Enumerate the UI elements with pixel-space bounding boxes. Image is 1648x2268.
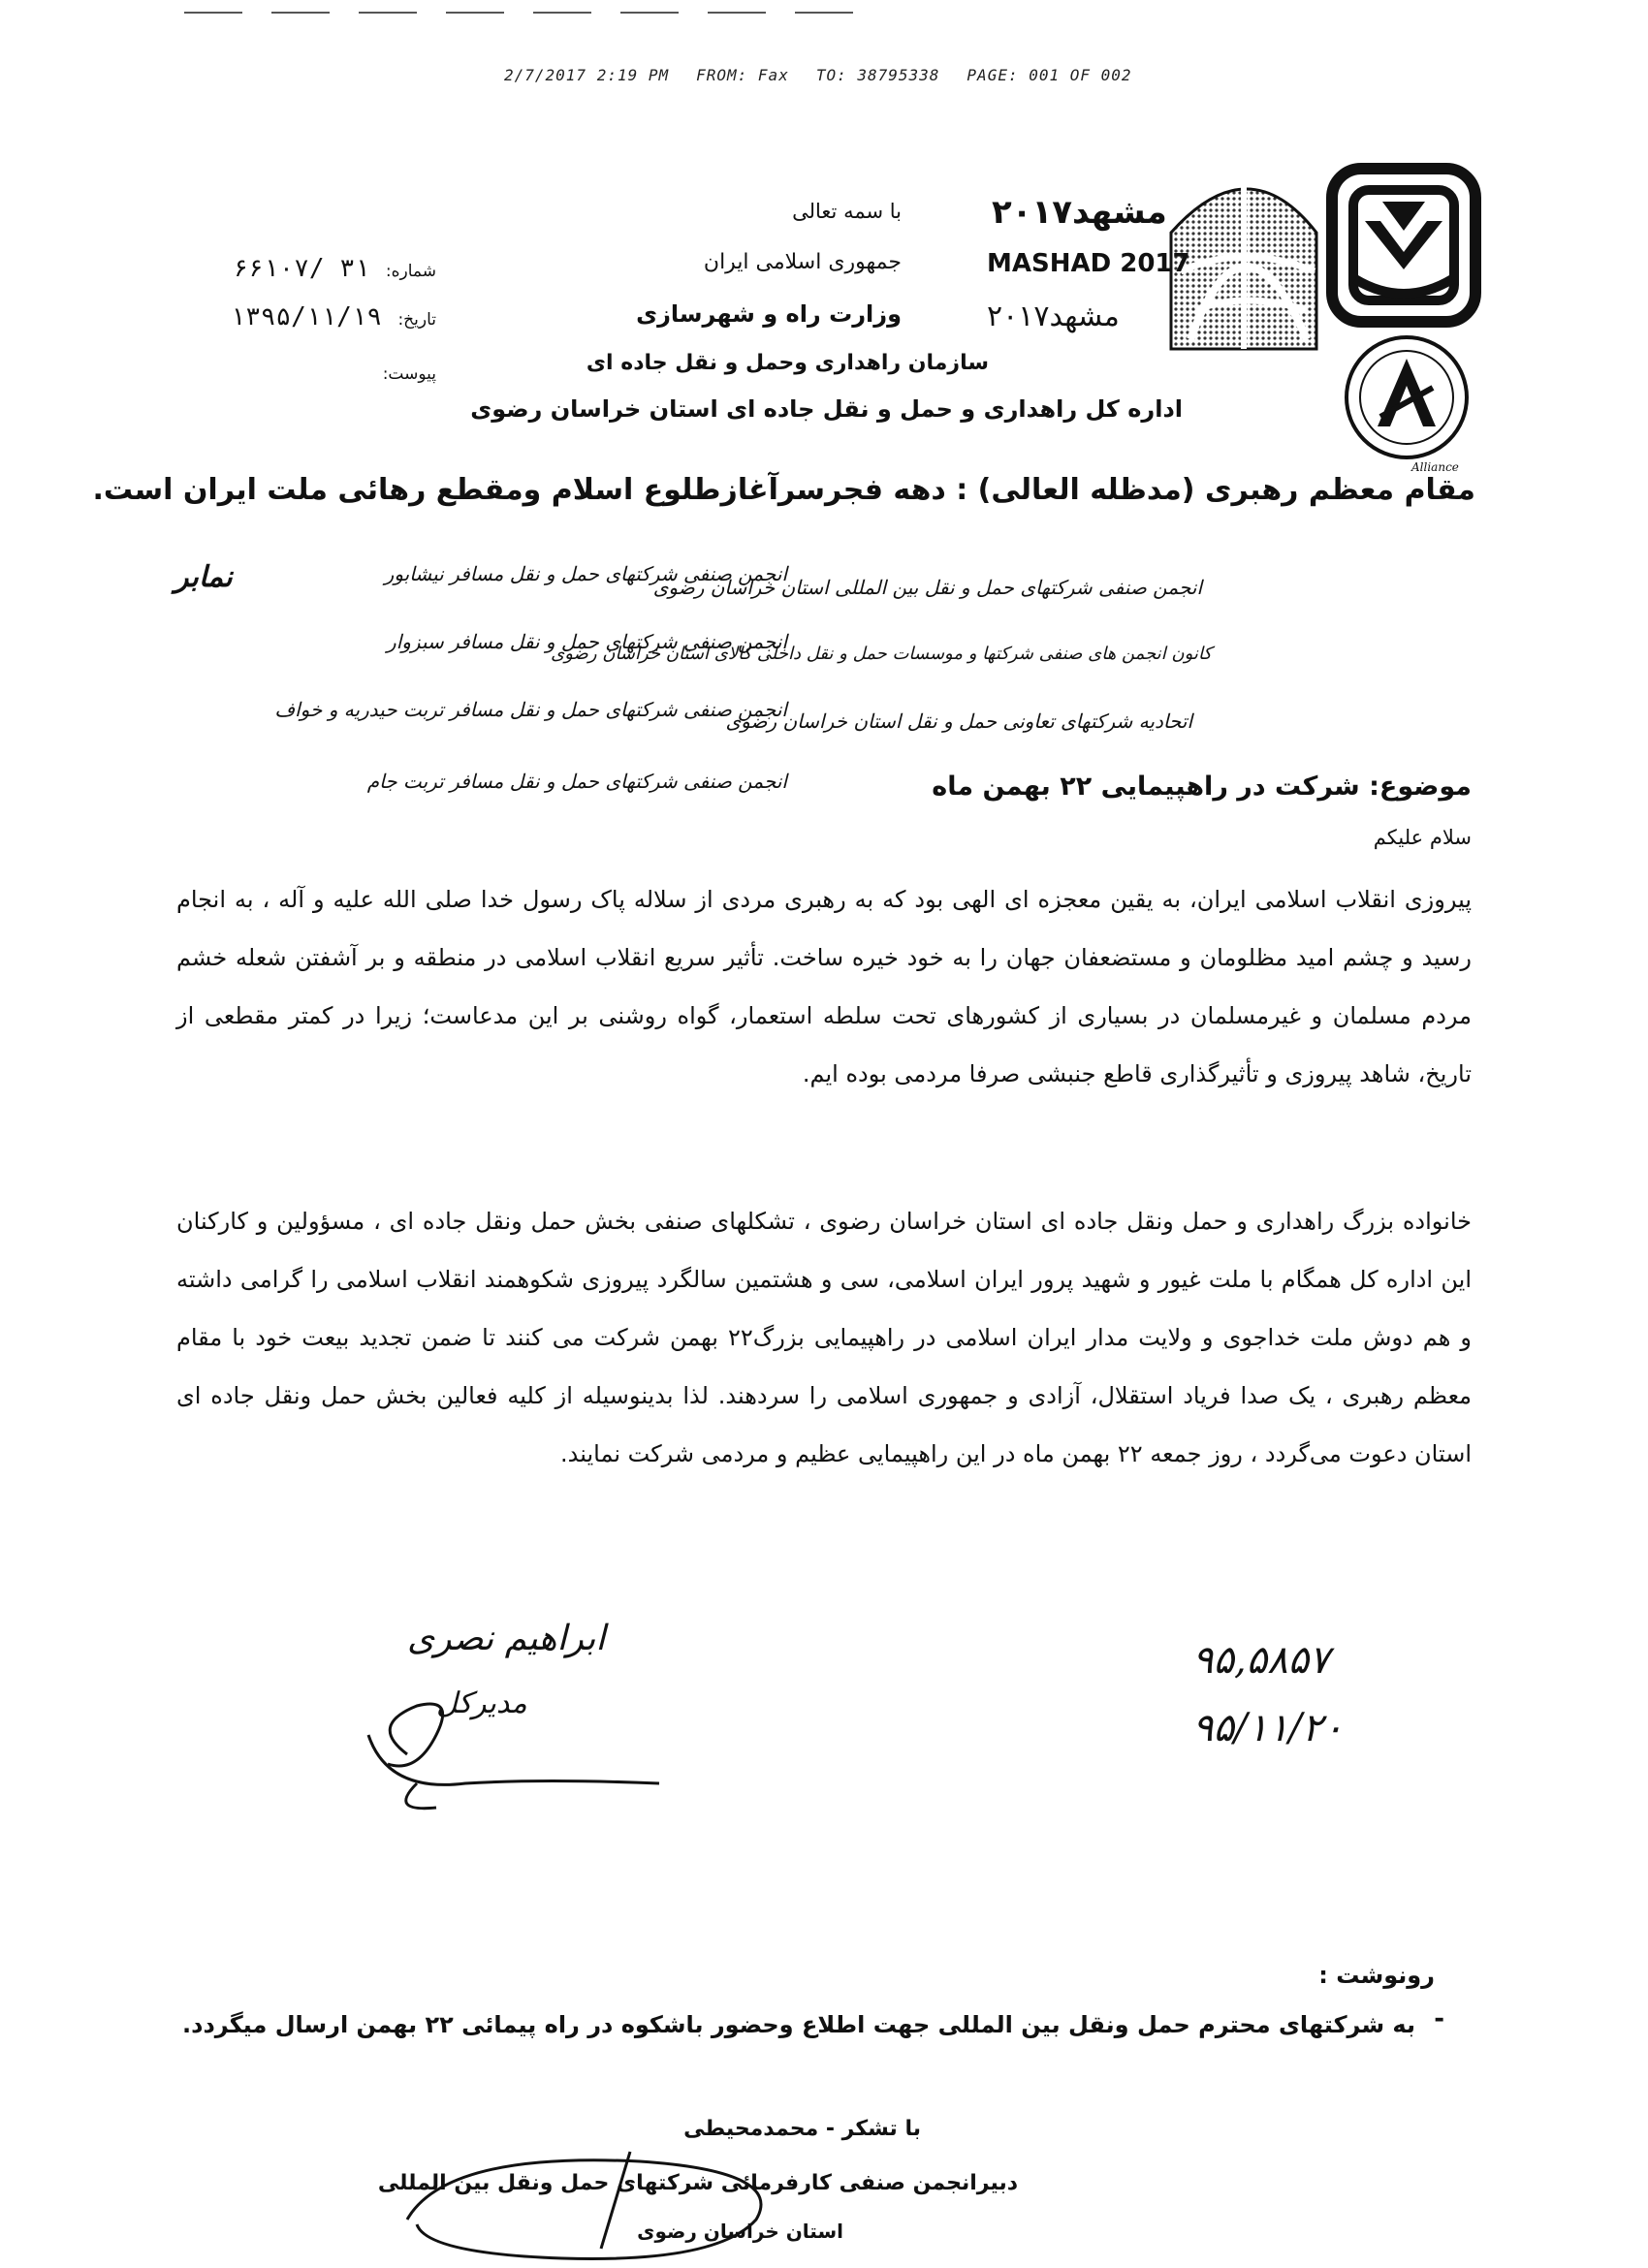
handwritten-ref-number: ۹۵,۵۸۵۷	[1192, 1638, 1330, 1683]
fax-copy-mark: نمابر	[174, 560, 233, 594]
department-title: اداره کل راهداری و حمل و نقل جاده ای استان خراسان رضوی	[470, 395, 1183, 423]
number-label: شماره:	[385, 262, 436, 281]
mashhad-2017-logo	[987, 155, 1326, 368]
ministry-logo	[1326, 163, 1481, 328]
cc-sender-province: استان خراسان رضوی	[637, 2220, 843, 2243]
recipient-right-1: انجمن صنفی شرکتهای حمل و نقل بین المللی استان خراسان رضوی	[652, 576, 1202, 599]
cc-bullet: -	[1434, 2004, 1444, 2033]
fax-from: FROM: Fax	[696, 66, 789, 84]
fax-page-count: PAGE: 001 OF 002	[967, 66, 1132, 84]
cc-sender-title: دبیرانجمن صنفی کارفرمائی شرکتهای حمل ونقل بین المللی	[377, 2171, 1018, 2195]
ministry-title: وزارت راه و شهرسازی	[636, 300, 902, 328]
cc-label: رونوشت :	[1318, 1962, 1435, 1989]
top-dashed-rule	[184, 12, 863, 14]
mashhad-logo-text-bottom: مشهد۲۰۱۷	[987, 299, 1120, 333]
republic-title: جمهوری اسلامی ایران	[703, 250, 902, 274]
invocation: با سمه تعالی	[792, 200, 902, 223]
alliance-logo	[1334, 330, 1479, 475]
mashhad-logo-text-mid: MASHAD 2017	[987, 249, 1190, 278]
alliance-text: Alliance	[1411, 460, 1459, 474]
fax-datetime: 2/7/2017 2:19 PM	[504, 66, 670, 84]
body-paragraph-2: خانواده بزرگ راهداری و حمل ونقل جاده ای استان خراسان رضوی ، تشکلهای صنفی بخش حمل ونقل جاده ای ، مسؤولین و کارکنان این اداره کل همگام با ملت غیور و شهید پرور ایران اسلامی، سی و هشتمین سالگرد پیروزی شکوهمند انقلاب اسلامی را گرامی داشته و هم دوش ملت خداجوی و ولایت مدار ایران اسلامی در راهپیمایی بزرگ۲۲ بهمن شرکت می کنند تا ضمن تجدید بیعت خود با مقام معظم رهبری ، یک صدا فریاد استقلال، آزادی و جمهوری اسلامی را سردهند. لذا بدینوسیله از کلیه فعالین بخش حمل ونقل جاده ای استان دعوت می‌گردد ، روز جمعه ۲۲ بهمن ماه در این راهپیمایی عظیم و مردمی شرکت نمایند.	[176, 1208, 1473, 1467]
handwritten-ref-date: ۹۵/۱۱/۲۰	[1192, 1706, 1344, 1750]
date-value: ۱۳۹۵/۱۱/۱۹	[230, 302, 383, 331]
subject-line: موضوع: شرکت در راهپیمایی ۲۲ بهمن ماه	[932, 772, 1472, 802]
greeting: سلام علیکم	[1373, 826, 1472, 849]
cc-signature-scribble	[388, 2142, 795, 2268]
number-value: ۳۱ /۶۶۱۰۷	[233, 254, 370, 283]
recipient-right-3: اتحادیه شرکتهای تعاونی حمل و نقل استان خراسان رضوی	[725, 709, 1192, 733]
cc-body: به شرکتهای محترم حمل ونقل بین المللی جهت اطلاع وحضور باشکوه در راه پیمائی ۲۲ بهمن ارسال میگردد.	[182, 2011, 1415, 2038]
recipient-left-4: انجمن صنفی شرکتهای حمل و نقل مسافر تربت جام	[366, 770, 787, 793]
recipient-left-2: انجمن صنفی شرکتهای حمل و نقل مسافر سبزوار	[387, 630, 787, 653]
leader-quote-banner: مقام معظم رهبری (مدظله العالی) : دهه فجرسرآغازطلوع اسلام ومقطع رهائی ملت ایران است.	[92, 473, 1475, 507]
recipient-left-1: انجمن صنفی شرکتهای حمل و نقل مسافر نیشابور	[384, 562, 787, 585]
attachment-label: پیوست:	[382, 364, 436, 384]
letter-date	[231, 302, 436, 331]
fax-to: TO: 38795338	[815, 66, 940, 84]
signatory-title: مدیرکل	[436, 1686, 527, 1720]
recipient-left-3: انجمن صنفی شرکتهای حمل و نقل مسافر تربت حیدریه و خواف	[274, 698, 787, 721]
organization-title: سازمان راهداری وحمل و نقل جاده ای	[586, 351, 989, 375]
recipient-right-2: کانون انجمن های صنفی شرکتها و موسسات حمل و نقل داخلی کالای استان خراسان رضوی	[551, 644, 1212, 664]
cc-sender-thanks: با تشکر - محمدمحیطی	[683, 2117, 921, 2141]
letter-attachment	[373, 361, 436, 384]
mashhad-logo-text-top: مشهد۲۰۱۷	[992, 193, 1167, 232]
fax-header	[504, 66, 1159, 84]
body-paragraph-1: پیروزی انقلاب اسلامی ایران، به یقین معجزه ای الهی بود که به رهبری مردی از سلاله پاک رسول خدا صلی الله علیه و آله ، به انجام رسید و چشم امید مظلومان و مستضعفان جهان را به خود خیره ساخت. تأثیر سریع انقلاب اسلامی در منطقه و بر آشفتن شعله خشم مردم مسلمان و غیرمسلمان در بسیاری از کشورهای تحت سلطه استعمار، گواه روشنی بر این مدعاست؛ زیرا در کمتر مقطعی از تاریخ، شاهد پیروزی و تأثیرگذاری قاطع جنبشی صرفا مردمی بوده ایم.	[176, 886, 1472, 1087]
signatory-name: ابراهیم نصری	[407, 1619, 606, 1658]
letter-number	[234, 254, 436, 283]
date-label: تاریخ:	[397, 310, 436, 330]
